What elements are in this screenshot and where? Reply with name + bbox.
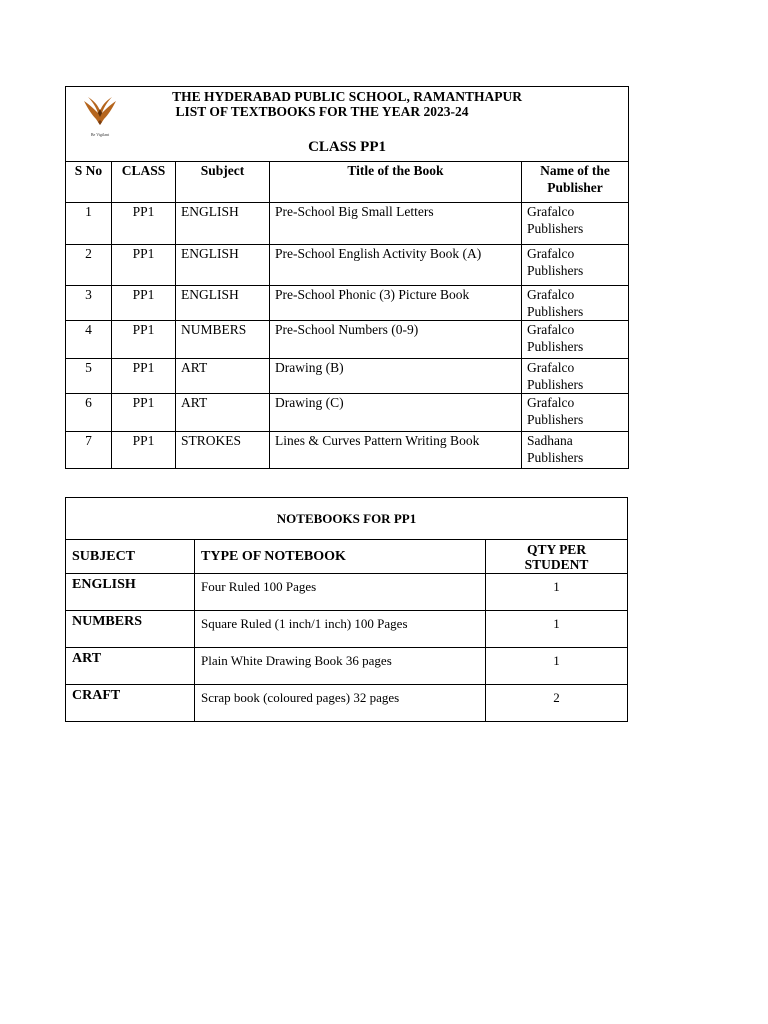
row-sno: 2: [66, 245, 112, 286]
col-publisher: [522, 162, 629, 203]
col-title: Title of the Book: [270, 162, 522, 203]
col-publisher-line1: Name of the: [540, 163, 610, 178]
publisher-line1: Grafalco: [527, 322, 575, 337]
table-row: [66, 245, 629, 286]
col-nb-qty-line1: QTY PER: [526, 541, 587, 557]
table-header-row: [66, 87, 629, 162]
row-sno: 6: [66, 394, 112, 432]
school-heading: [66, 89, 628, 119]
publisher-line1: Grafalco: [527, 287, 575, 302]
column-header-row: [66, 162, 629, 203]
row-publisher: [522, 321, 629, 359]
row-subject: ENGLISH: [176, 286, 270, 321]
publisher-line1: Sadhana: [527, 433, 573, 448]
row-title: Pre-School Big Small Letters: [270, 203, 522, 245]
nb-qty: 2: [486, 685, 628, 722]
publisher-line2: Publishers: [527, 339, 584, 354]
row-subject: STROKES: [176, 432, 270, 469]
publisher-line2: Publishers: [527, 263, 584, 278]
row-sno: 7: [66, 432, 112, 469]
row-title: Pre-School English Activity Book (A): [270, 245, 522, 286]
nb-type: Square Ruled (1 inch/1 inch) 100 Pages: [195, 611, 486, 648]
table-row: [66, 574, 628, 611]
col-subject: Subject: [176, 162, 270, 203]
table-row: [66, 286, 629, 321]
row-publisher: [522, 359, 629, 394]
nb-subject: CRAFT: [66, 685, 195, 722]
row-subject: ART: [176, 359, 270, 394]
logo-motto: Be Vigilant: [90, 132, 110, 137]
nb-type: Plain White Drawing Book 36 pages: [195, 648, 486, 685]
row-publisher: [522, 394, 629, 432]
col-class: CLASS: [112, 162, 176, 203]
nb-type: Scrap book (coloured pages) 32 pages: [195, 685, 486, 722]
table-row: [66, 648, 628, 685]
row-title: Drawing (C): [270, 394, 522, 432]
publisher-line2: Publishers: [527, 304, 584, 319]
table-row: [66, 685, 628, 722]
col-nb-qty: [486, 540, 628, 574]
nb-subject: ENGLISH: [66, 574, 195, 611]
row-class: PP1: [112, 286, 176, 321]
publisher-line1: Grafalco: [527, 204, 575, 219]
notebook-title-row: [66, 498, 628, 540]
row-sno: 4: [66, 321, 112, 359]
col-nb-subject: SUBJECT: [66, 540, 195, 574]
header-cell: [66, 87, 629, 162]
col-nb-type: TYPE OF NOTEBOOK: [195, 540, 486, 574]
list-title: LIST OF TEXTBOOKS FOR THE YEAR 2023-24: [175, 104, 469, 119]
publisher-line2: Publishers: [527, 450, 584, 465]
col-publisher-line2: Publisher: [547, 180, 603, 195]
row-subject: ENGLISH: [176, 245, 270, 286]
publisher-line2: Publishers: [527, 412, 584, 427]
table-row: [66, 611, 628, 648]
nb-type: Four Ruled 100 Pages: [195, 574, 486, 611]
nb-qty: 1: [486, 574, 628, 611]
table-row: [66, 359, 629, 394]
row-title: Pre-School Phonic (3) Picture Book: [270, 286, 522, 321]
row-subject: NUMBERS: [176, 321, 270, 359]
row-class: PP1: [112, 321, 176, 359]
table-row: [66, 203, 629, 245]
row-publisher: [522, 245, 629, 286]
row-subject: ENGLISH: [176, 203, 270, 245]
notebook-table: [65, 497, 628, 722]
nb-qty: 1: [486, 648, 628, 685]
row-class: PP1: [112, 394, 176, 432]
row-publisher: [522, 203, 629, 245]
col-nb-qty-line2: STUDENT: [524, 556, 589, 572]
publisher-line1: Grafalco: [527, 395, 575, 410]
school-name: THE HYDERABAD PUBLIC SCHOOL, RAMANTHAPUR: [172, 89, 522, 104]
row-class: PP1: [112, 203, 176, 245]
nb-qty: 1: [486, 611, 628, 648]
row-title: Lines & Curves Pattern Writing Book: [270, 432, 522, 469]
textbook-table: [65, 86, 629, 469]
publisher-line1: Grafalco: [527, 360, 575, 375]
row-title: Drawing (B): [270, 359, 522, 394]
row-sno: 1: [66, 203, 112, 245]
row-sno: 5: [66, 359, 112, 394]
nb-subject: ART: [66, 648, 195, 685]
row-title: Pre-School Numbers (0-9): [270, 321, 522, 359]
table-row: [66, 394, 629, 432]
publisher-line1: Grafalco: [527, 246, 575, 261]
notebook-header-row: [66, 540, 628, 574]
row-class: PP1: [112, 359, 176, 394]
row-class: PP1: [112, 432, 176, 469]
publisher-line2: Publishers: [527, 221, 584, 236]
row-subject: ART: [176, 394, 270, 432]
row-sno: 3: [66, 286, 112, 321]
nb-subject: NUMBERS: [66, 611, 195, 648]
class-title: CLASS PP1: [308, 139, 386, 155]
row-class: PP1: [112, 245, 176, 286]
row-publisher: [522, 432, 629, 469]
publisher-line2: Publishers: [527, 377, 584, 392]
table-row: [66, 321, 629, 359]
row-publisher: [522, 286, 629, 321]
col-sno: S No: [66, 162, 112, 203]
notebook-title: NOTEBOOKS FOR PP1: [66, 498, 628, 540]
table-row: [66, 432, 629, 469]
